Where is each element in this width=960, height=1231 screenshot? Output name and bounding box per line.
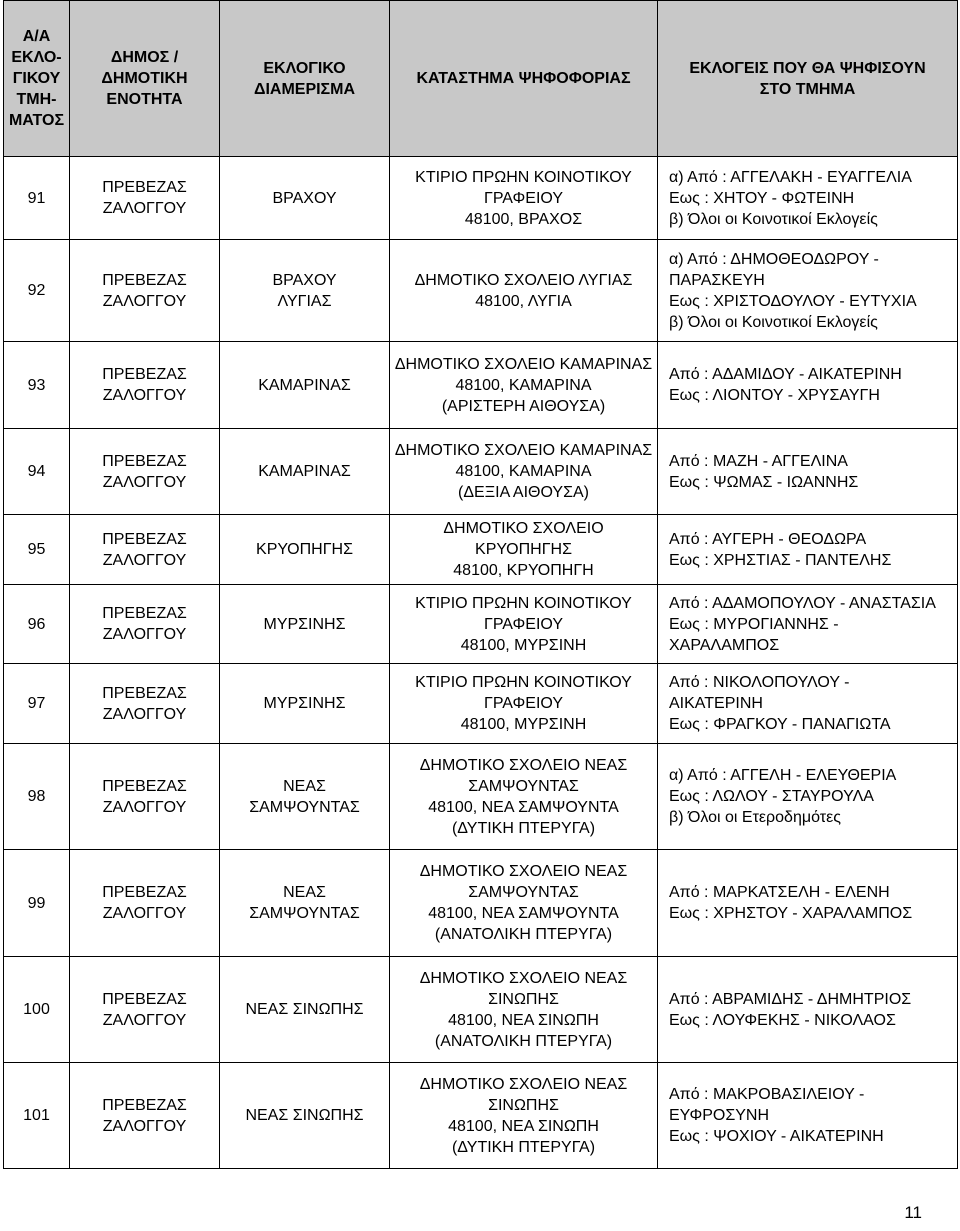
polling-station-line: ΚΤΙΡΙΟ ΠΡΩΗΝ ΚΟΙΝΟΤΙΚΟΥ — [415, 594, 632, 612]
municipality-line: ΖΑΛΟΓΓΟΥ — [102, 1011, 187, 1029]
polling-station-line: 48100, ΒΡΑΧΟΣ — [464, 210, 583, 228]
polling-station-cell — [390, 240, 658, 342]
header-line: ΤΜΗ- — [16, 91, 57, 108]
voters-line: ΠΑΡΑΣΚΕΥΗ — [669, 271, 765, 289]
voters-line: ΑΙΚΑΤΕΡΙΝΗ — [669, 695, 763, 712]
voters-line: Εως : ΛΟΥΦΕΚΗΣ - ΝΙΚΟΛΑΟΣ — [669, 1011, 896, 1029]
voters-line: Από : ΜΑΖΗ - ΑΓΓΕΛΙΝΑ — [669, 452, 848, 470]
voters-cell — [658, 957, 958, 1063]
electoral-district-cell — [220, 157, 390, 240]
voters-line: Εως : ΨΩΜΑΣ - ΙΩΑΝΝΗΣ — [669, 473, 859, 491]
table-row — [4, 342, 958, 429]
polling-station-line: (ΔΥΤΙΚΗ ΠΤΕΡΥΓΑ) — [451, 819, 596, 837]
voters-line: Από : ΑΔΑΜΙΔΟΥ - ΑΙΚΑΤΕΡΙΝΗ — [669, 366, 902, 383]
polling-station-cell — [390, 585, 658, 664]
voters-cell — [658, 342, 958, 429]
polling-station-line: 48100, ΝΕΑ ΣΙΝΩΠΗ — [448, 1011, 599, 1029]
electoral-district-cell — [220, 429, 390, 515]
electoral-district-cell — [220, 1063, 390, 1169]
polling-station-line: ΔΗΜΟΤΙΚΟ ΣΧΟΛΕΙΟ ΚΑΜΑΡΙΝΑΣ — [394, 355, 653, 373]
polling-station-cell — [390, 515, 658, 585]
electoral-district-line: ΚΑΜΑΡΙΝΑΣ — [258, 463, 351, 480]
header-line: Α/Α — [22, 28, 51, 45]
municipality-line: ΖΑΛΟΓΓΟΥ — [102, 798, 187, 816]
polling-station-line: (ΑΡΙΣΤΕΡΗ ΑΙΘΟΥΣΑ) — [441, 397, 606, 415]
polling-station-cell — [390, 664, 658, 744]
table-row — [4, 515, 958, 585]
electoral-district-line: ΛΥΓΙΑΣ — [277, 292, 332, 310]
voters-line: Εως : ΛΙΟΝΤΟΥ - ΧΡΥΣΑΥΓΗ — [669, 387, 880, 404]
polling-station-cell — [390, 342, 658, 429]
polling-station-line: ΚΤΙΡΙΟ ΠΡΩΗΝ ΚΟΙΝΟΤΙΚΟΥ — [415, 674, 632, 691]
section-number-cell: 97 — [4, 664, 70, 744]
polling-station-line: ΔΗΜΟΤΙΚΟ ΣΧΟΛΕΙΟ ΝΕΑΣ — [419, 863, 628, 880]
polling-station-line: 48100, ΝΕΑ ΣΑΜΨΟΥΝΤΑ — [428, 905, 619, 922]
municipality-line: ΠΡΕΒΕΖΑΣ — [102, 990, 187, 1008]
electoral-district-cell — [220, 585, 390, 664]
table-row — [4, 957, 958, 1063]
table-row — [4, 429, 958, 515]
header-line: ΕΚΛΟ- — [11, 49, 62, 66]
voters-cell — [658, 850, 958, 957]
voters-cell — [658, 515, 958, 585]
electoral-district-line: ΜΥΡΣΙΝΗΣ — [263, 615, 346, 633]
polling-station-line: 48100, ΛΥΓΙΑ — [475, 292, 572, 310]
voters-cell — [658, 429, 958, 515]
table-row — [4, 240, 958, 342]
polling-station-line: ΓΡΑΦΕΙΟΥ — [484, 189, 563, 207]
table-row — [4, 850, 958, 957]
section-number-cell: 92 — [4, 240, 70, 342]
electoral-district-line: ΝΕΑΣ — [283, 777, 326, 795]
header-polling-station — [390, 1, 658, 157]
municipality-line: ΠΡΕΒΕΖΑΣ — [102, 1096, 187, 1114]
section-number-cell: 99 — [4, 850, 70, 957]
header-line: ΔΗΜΟΤΙΚΗ — [101, 70, 188, 87]
polling-station-line: ΓΡΑΦΕΙΟΥ — [484, 695, 563, 712]
voters-cell — [658, 664, 958, 744]
polling-station-line: (ΔΕΞΙΑ ΑΙΘΟΥΣΑ) — [458, 484, 589, 501]
polling-station-line: ΣΙΝΩΠΗΣ — [488, 1096, 559, 1114]
section-number-cell: 100 — [4, 957, 70, 1063]
municipality-line: ΠΡΕΒΕΖΑΣ — [102, 605, 187, 622]
electoral-district-line: ΝΕΑΣ — [283, 884, 326, 901]
municipality-line: ΖΑΛΟΓΓΟΥ — [102, 387, 187, 404]
voters-cell — [658, 1063, 958, 1169]
polling-station-line: 48100, ΚΡΥΟΠΗΓΗ — [453, 562, 594, 579]
electoral-district-cell — [220, 342, 390, 429]
municipality-line: ΖΑΛΟΓΓΟΥ — [102, 705, 187, 723]
municipality-line: ΖΑΛΟΓΓΟΥ — [102, 1117, 187, 1135]
polling-station-line: (ΔΥΤΙΚΗ ΠΤΕΡΥΓΑ) — [451, 1138, 596, 1156]
municipality-cell — [70, 429, 220, 515]
electoral-district-cell — [220, 744, 390, 850]
voters-cell — [658, 157, 958, 240]
municipality-line: ΠΡΕΒΕΖΑΣ — [102, 179, 187, 196]
municipality-line: ΠΡΕΒΕΖΑΣ — [102, 530, 187, 548]
electoral-district-cell — [220, 515, 390, 585]
polling-station-line: 48100, ΚΑΜΑΡΙΝΑ — [455, 463, 592, 480]
table-row — [4, 585, 958, 664]
electoral-district-cell — [220, 850, 390, 957]
header-line: ΚΑΤΑΣΤΗΜΑ ΨΗΦΟΦΟΡΙΑΣ — [416, 70, 631, 87]
electoral-district-line: ΝΕΑΣ ΣΙΝΩΠΗΣ — [245, 1107, 364, 1124]
polling-station-line: ΔΗΜΟΤΙΚΟ ΣΧΟΛΕΙΟ ΚΡΥΟΠΗΓΗΣ — [443, 520, 604, 558]
polling-station-line: ΣΑΜΨΟΥΝΤΑΣ — [468, 777, 579, 795]
polling-station-line: ΔΗΜΟΤΙΚΟ ΣΧΟΛΕΙΟ ΝΕΑΣ — [419, 1075, 628, 1093]
electoral-district-line: ΚΡΥΟΠΗΓΗΣ — [256, 541, 353, 558]
voters-line: Από : ΜΑΚΡΟΒΑΣΙΛΕΙΟΥ - — [669, 1086, 865, 1103]
polling-station-line: ΓΡΑΦΕΙΟΥ — [484, 615, 563, 633]
voters-line: ΧΑΡΑΛΑΜΠΟΣ — [669, 636, 780, 654]
voters-line: α) Από : ΑΓΓΕΛΑΚΗ - ΕΥΑΓΓΕΛΙΑ — [669, 168, 912, 186]
voters-line: α) Από : ΔΗΜΟΘΕΟΔΩΡΟΥ - — [669, 250, 879, 268]
voters-line: Από : ΑΥΓΕΡΗ - ΘΕΟΔΩΡΑ — [669, 530, 867, 548]
municipality-line: ΖΑΛΟΓΓΟΥ — [102, 905, 187, 922]
header-line: ΕΝΟΤΗΤΑ — [106, 91, 183, 108]
header-municipality — [70, 1, 220, 157]
voters-line: Εως : ΛΩΛΟΥ - ΣΤΑΥΡΟΥΛΑ — [669, 788, 874, 805]
polling-station-cell — [390, 957, 658, 1063]
voters-line: Εως : ΧΡΙΣΤΟΔΟΥΛΟΥ - ΕΥΤΥΧΙΑ — [669, 292, 917, 310]
municipality-cell — [70, 957, 220, 1063]
polling-station-cell — [390, 157, 658, 240]
polling-station-line: 48100, ΝΕΑ ΣΑΜΨΟΥΝΤΑ — [428, 798, 619, 816]
voters-line: α) Από : ΑΓΓΕΛΗ - ΕΛΕΥΘΕΡΙΑ — [669, 767, 897, 784]
electoral-district-cell — [220, 664, 390, 744]
municipality-line: ΠΡΕΒΕΖΑΣ — [102, 884, 187, 901]
header-line: ΕΚΛΟΓΙΚΟ — [263, 59, 346, 77]
municipality-cell — [70, 850, 220, 957]
municipality-cell — [70, 1063, 220, 1169]
voters-line: β) Όλοι οι Ετεροδημότες — [669, 809, 841, 826]
voters-line: ΕΥΦΡΟΣΥΝΗ — [669, 1107, 769, 1124]
polling-station-cell — [390, 744, 658, 850]
electoral-district-line: ΚΑΜΑΡΙΝΑΣ — [258, 376, 351, 394]
voters-line: Εως : ΨΟΧΙΟΥ - ΑΙΚΑΤΕΡΙΝΗ — [669, 1128, 884, 1145]
municipality-line: ΠΡΕΒΕΖΑΣ — [102, 684, 187, 702]
voters-line: Εως : ΧΡΗΣΤΙΑΣ - ΠΑΝΤΕΛΗΣ — [669, 551, 892, 569]
polling-station-line: (ΑΝΑΤΟΛΙΚΗ ΠΤΕΡΥΓΑ) — [434, 1032, 613, 1050]
voters-line: Από : ΑΔΑΜΟΠΟΥΛΟΥ - ΑΝΑΣΤΑΣΙΑ — [669, 594, 936, 612]
electoral-district-line: ΜΥΡΣΙΝΗΣ — [263, 695, 346, 712]
polling-station-cell — [390, 1063, 658, 1169]
section-number-cell: 93 — [4, 342, 70, 429]
polling-station-line: ΔΗΜΟΤΙΚΟ ΣΧΟΛΕΙΟ ΝΕΑΣ — [419, 969, 628, 987]
header-line: ΔΙΑΜΕΡΙΣΜΑ — [253, 80, 356, 98]
polling-station-cell — [390, 429, 658, 515]
polling-stations-table — [3, 0, 958, 1169]
section-number-cell: 91 — [4, 157, 70, 240]
municipality-line: ΠΡΕΒΕΖΑΣ — [102, 777, 187, 795]
polling-station-line: (ΑΝΑΤΟΛΙΚΗ ΠΤΕΡΥΓΑ) — [434, 926, 613, 943]
header-line: ΣΤΟ ΤΜΗΜΑ — [759, 80, 856, 98]
voters-cell — [658, 744, 958, 850]
polling-station-line: ΚΤΙΡΙΟ ΠΡΩΗΝ ΚΟΙΝΟΤΙΚΟΥ — [415, 168, 632, 186]
electoral-district-line: ΝΕΑΣ ΣΙΝΩΠΗΣ — [245, 1001, 364, 1018]
polling-station-line: 48100, ΚΑΜΑΡΙΝΑ — [455, 376, 592, 394]
electoral-district-line: ΣΑΜΨΟΥΝΤΑΣ — [249, 798, 360, 816]
table-row — [4, 157, 958, 240]
municipality-cell — [70, 240, 220, 342]
polling-station-line: ΔΗΜΟΤΙΚΟ ΣΧΟΛΕΙΟ ΝΕΑΣ — [419, 756, 628, 774]
table-row — [4, 664, 958, 744]
header-line: ΜΑΤΟΣ — [8, 112, 65, 129]
header-line: ΕΚΛΟΓΕΙΣ ΠΟΥ ΘΑ ΨΗΦΙΣΟΥΝ — [689, 59, 926, 77]
voters-cell — [658, 240, 958, 342]
municipality-cell — [70, 515, 220, 585]
table-body — [4, 157, 958, 1169]
voters-line: β) Όλοι οι Κοινοτικοί Εκλογείς — [669, 210, 878, 228]
section-number-cell: 95 — [4, 515, 70, 585]
municipality-cell — [70, 744, 220, 850]
electoral-district-cell — [220, 240, 390, 342]
header-row — [4, 1, 958, 157]
polling-station-line: ΔΗΜΟΤΙΚΟ ΣΧΟΛΕΙΟ ΛΥΓΙΑΣ — [414, 271, 633, 289]
municipality-line: ΖΑΛΟΓΓΟΥ — [102, 292, 187, 310]
polling-station-line: 48100, ΜΥΡΣΙΝΗ — [460, 636, 587, 654]
voters-cell — [658, 585, 958, 664]
table-row — [4, 1063, 958, 1169]
voters-line: Από : ΝΙΚΟΛΟΠΟΥΛΟΥ - — [669, 674, 850, 691]
section-number-cell: 98 — [4, 744, 70, 850]
municipality-cell — [70, 664, 220, 744]
electoral-district-cell — [220, 957, 390, 1063]
section-number-cell: 96 — [4, 585, 70, 664]
polling-station-line: ΔΗΜΟΤΙΚΟ ΣΧΟΛΕΙΟ ΚΑΜΑΡΙΝΑΣ — [394, 442, 653, 459]
page-number: 11 — [904, 1203, 922, 1222]
polling-station-line: 48100, ΜΥΡΣΙΝΗ — [460, 716, 587, 733]
municipality-cell — [70, 585, 220, 664]
voters-line: Εως : ΦΡΑΓΚΟΥ - ΠΑΝΑΓΙΩΤΑ — [669, 716, 891, 733]
municipality-cell — [70, 157, 220, 240]
polling-station-line: ΣΙΝΩΠΗΣ — [488, 990, 559, 1008]
municipality-cell — [70, 342, 220, 429]
voters-line: Από : ΜΑΡΚΑΤΣΕΛΗ - ΕΛΕΝΗ — [669, 884, 890, 901]
municipality-line: ΠΡΕΒΕΖΑΣ — [102, 271, 187, 289]
polling-station-cell — [390, 850, 658, 957]
municipality-line: ΖΑΛΟΓΓΟΥ — [102, 551, 187, 569]
header-line: ΓΙΚΟΥ — [12, 70, 61, 87]
voters-line: Εως : ΧΗΤΟΥ - ΦΩΤΕΙΝΗ — [669, 189, 855, 207]
municipality-line: ΠΡΕΒΕΖΑΣ — [102, 452, 187, 470]
municipality-line: ΠΡΕΒΕΖΑΣ — [102, 366, 187, 383]
electoral-district-line: ΒΡΑΧΟΥ — [272, 271, 337, 289]
electoral-district-line: ΒΡΑΧΟΥ — [272, 189, 337, 207]
voters-line: β) Όλοι οι Κοινοτικοί Εκλογείς — [669, 313, 878, 331]
voters-line: Από : ΑΒΡΑΜΙΔΗΣ - ΔΗΜΗΤΡΙΟΣ — [669, 990, 912, 1008]
header-section-number — [4, 1, 70, 157]
polling-station-line: 48100, ΝΕΑ ΣΙΝΩΠΗ — [448, 1117, 599, 1135]
section-number-cell: 101 — [4, 1063, 70, 1169]
header-voters — [658, 1, 958, 157]
voters-line: Εως : ΧΡΗΣΤΟΥ - ΧΑΡΑΛΑΜΠΟΣ — [669, 905, 913, 922]
municipality-line: ΖΑΛΟΓΓΟΥ — [102, 626, 187, 643]
voters-line: Εως : ΜΥΡΟΓΙΑΝΝΗΣ - — [669, 615, 839, 633]
electoral-district-line: ΣΑΜΨΟΥΝΤΑΣ — [249, 905, 360, 922]
section-number-cell: 94 — [4, 429, 70, 515]
table-row — [4, 744, 958, 850]
municipality-line: ΖΑΛΟΓΓΟΥ — [102, 473, 187, 491]
polling-station-line: ΣΑΜΨΟΥΝΤΑΣ — [468, 884, 579, 901]
municipality-line: ΖΑΛΟΓΓΟΥ — [102, 200, 187, 217]
header-electoral-district — [220, 1, 390, 157]
header-line: ΔΗΜΟΣ / — [110, 49, 179, 66]
